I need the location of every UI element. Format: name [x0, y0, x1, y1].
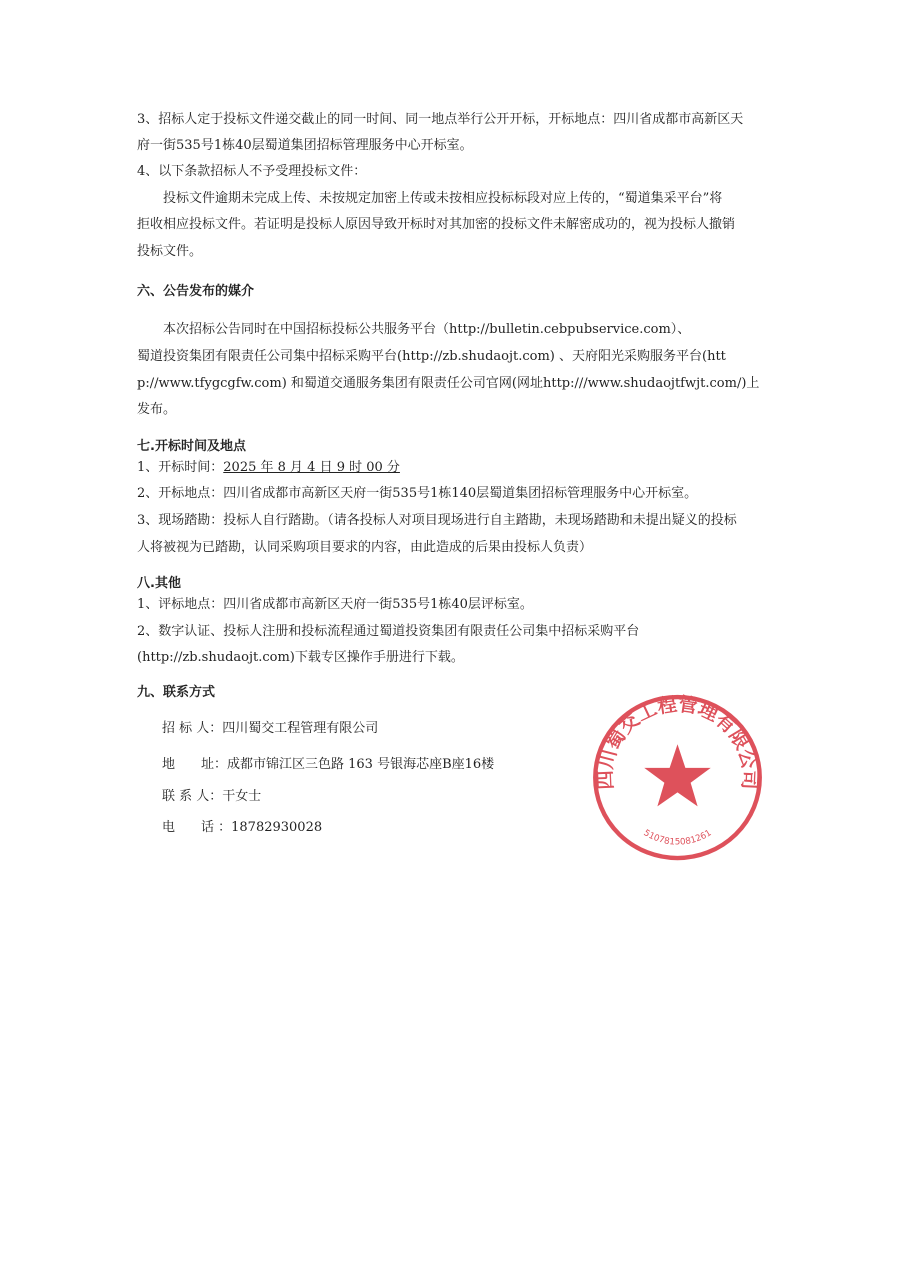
sec5-item4-body-line1: 投标文件逾期未完成上传、未按规定加密上传或未按相应投标标段对应上传的，“蜀道集采平台”将: [163, 191, 723, 206]
svg-text:5107815081261: [642, 828, 714, 847]
sec5-item3-line2: 府一街535号1栋40层蜀道集团招标管理服务中心开标室。: [137, 138, 473, 153]
contact-tenderer: 招 标 人：四川蜀交工程管理有限公司: [162, 721, 379, 736]
sec6-body-line3: p://www.tfygcgfw.com) 和蜀道交通服务集团有限责任公司官网(网址http:///www.shudaojtfwjt.com/)上: [137, 376, 760, 391]
seal-number: 5107815081261: [641, 828, 714, 848]
sec7-item3-line2: 人将被视为已踏勘，认同采购项目要求的内容，由此造成的后果由投标人负责）: [137, 540, 593, 555]
sec6-heading: 六、公告发布的媒介: [137, 284, 255, 299]
sec7-heading: 七.开标时间及地点: [137, 439, 246, 454]
sec8-item1: 1、评标地点：四川省成都市高新区天府一街535号1栋40层评标室。: [137, 597, 533, 612]
contact-person: 联 系 人：干女士: [162, 789, 262, 804]
sec6-body-line4: 发布。: [137, 402, 177, 417]
opening-time-label: 1、开标时间：: [137, 460, 224, 475]
sec7-item2: 2、开标地点：四川省成都市高新区天府一街535号1栋140层蜀道集团招标管理服务中心开标室。: [137, 486, 698, 501]
company-seal-stamp: [590, 690, 765, 865]
contact-address: 地 址：成都市锦江区三色路 163 号银海芯座B座16楼: [162, 757, 495, 772]
sec5-item4-body-line2: 拒收相应投标文件。若证明是投标人原因导致开标时对其加密的投标文件未解密成功的，视为投标人撤销: [137, 217, 736, 232]
sec7-item3-line1: 3、现场踏勘：投标人自行踏勘。（请各投标人对项目现场进行自主踏勘，未现场踏勘和未提出疑义的投标: [137, 513, 737, 528]
sec6-body-line2: 蜀道投资集团有限责任公司集中招标采购平台(http://zb.shudaojt.com) 、天府阳光采购服务平台(htt: [137, 349, 726, 364]
contact-phone: 电 话 ：18782930028: [162, 820, 323, 835]
sec5-item4-body-line3: 投标文件。: [137, 244, 203, 259]
opening-time-value: 2025 年 8 月 4 日 9 时 00 分: [223, 460, 400, 475]
sec8-heading: 八.其他: [137, 576, 181, 591]
sec8-item2-line1: 2、数字认证、投标人注册和投标流程通过蜀道投资集团有限责任公司集中招标采购平台: [137, 624, 640, 639]
seal-star-icon: [644, 744, 711, 806]
seal-text: 四川蜀交工程管理有限公司: [593, 692, 762, 791]
sec6-body-line1: 本次招标公告同时在中国招标投标公共服务平台（http://bulletin.cebpubservice.com）、: [163, 322, 691, 337]
sec9-heading: 九、联系方式: [137, 685, 216, 700]
sec5-item3-line1: 3、招标人定于投标文件递交截止的同一时间、同一地点举行公开开标，开标地点：四川省成都市高新区天: [137, 112, 744, 127]
sec7-item1: [137, 460, 400, 476]
sec5-item4: 4、以下条款招标人不予受理投标文件：: [137, 164, 367, 179]
sec8-item2-line2: (http://zb.shudaojt.com)下载专区操作手册进行下载。: [137, 650, 464, 665]
